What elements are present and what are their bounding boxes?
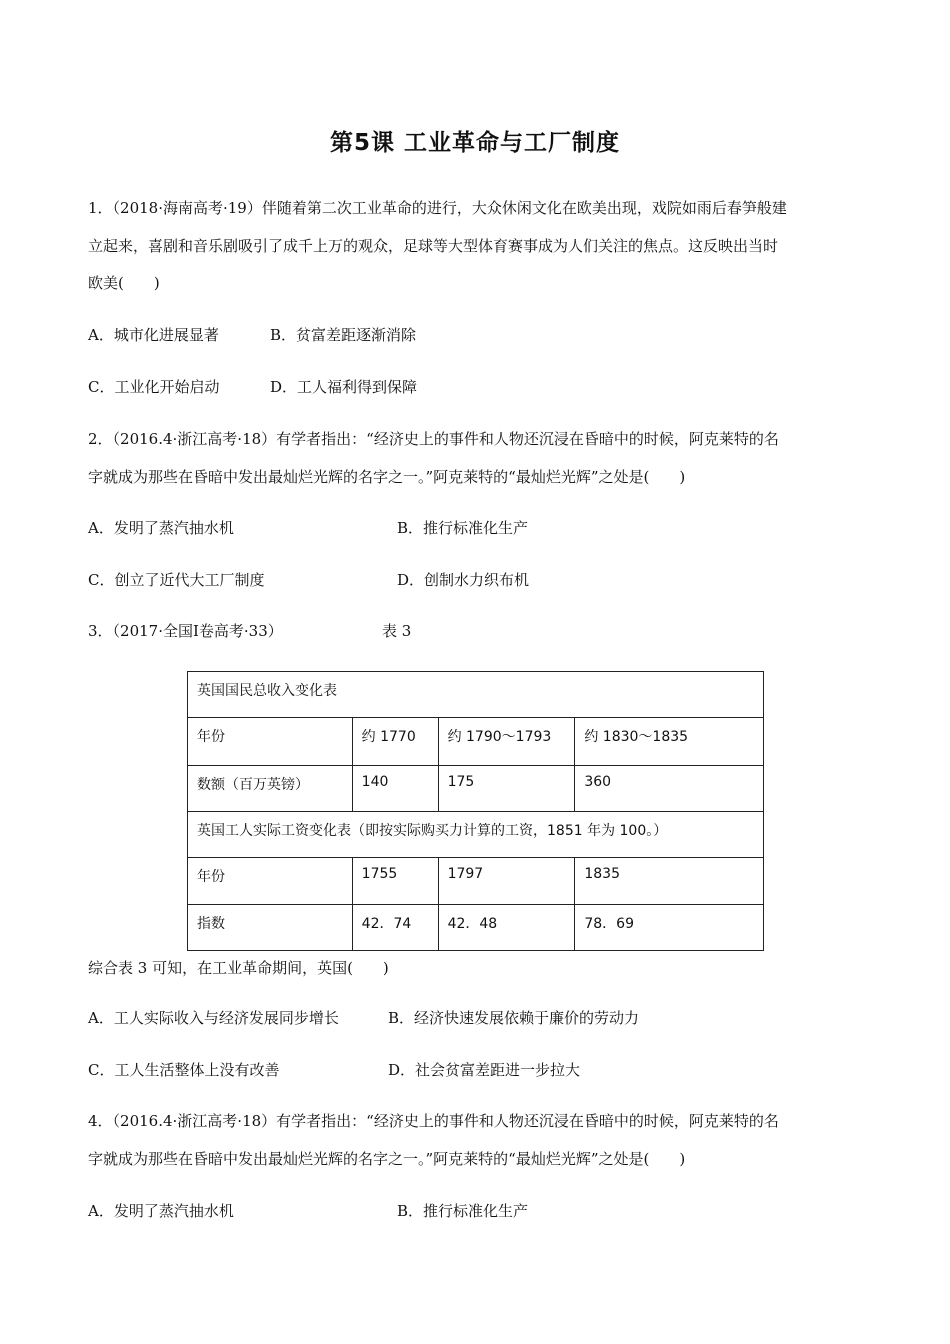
table-row [188, 905, 764, 951]
q1-option-a[interactable]: A．城市化进展显著 [88, 326, 219, 344]
wage-index-cell: 42．74 [352, 905, 438, 951]
income-amount-cell: 175 [438, 766, 575, 812]
q2-stem-line-2: 字就成为那些在昏暗中发出最灿烂光辉的名字之一。”阿克莱特的“最灿烂光辉”之处是( ) [88, 468, 686, 486]
q2-option-c[interactable]: C．创立了近代大工厂制度 [88, 571, 265, 589]
q1-options-row-1 [88, 325, 848, 345]
q1-stem-line-2: 立起来，喜剧和音乐剧吸引了成千上万的观众，足球等大型体育赛事成为人们关注的焦点。这反映出当时 [88, 237, 779, 255]
table-row [188, 718, 764, 766]
q4-options-row-1 [88, 1201, 848, 1221]
q4-stem-line-2: 字就成为那些在昏暗中发出最灿烂光辉的名字之一。”阿克莱特的“最灿烂光辉”之处是( ) [88, 1150, 686, 1168]
q2-options-row-1 [88, 518, 848, 538]
income-table-title: 英国国民总收入变化表 [188, 672, 764, 718]
q3-option-b[interactable]: B．经济快速发展依赖于廉价的劳动力 [388, 1009, 640, 1027]
income-wage-table [187, 671, 764, 951]
table-row [188, 766, 764, 812]
q4-option-a[interactable]: A．发明了蒸汽抽水机 [88, 1202, 234, 1220]
income-amount-cell: 140 [352, 766, 438, 812]
wage-index-label: 指数 [188, 905, 353, 951]
q4-option-b[interactable]: B．推行标准化生产 [397, 1202, 529, 1220]
q1-stem-line-3: 欧美( ) [88, 274, 160, 292]
table-row [188, 858, 764, 905]
q3-table-label: 表 3 [382, 622, 412, 640]
income-year-cell: 约 1830～1835 [575, 718, 764, 766]
q3-options-row-1 [88, 1008, 848, 1028]
wage-year-cell: 1835 [575, 858, 764, 905]
q2-option-b[interactable]: B．推行标准化生产 [397, 519, 529, 537]
q3-option-d[interactable]: D．社会贫富差距进一步拉大 [388, 1061, 581, 1079]
q3-option-a[interactable]: A．工人实际收入与经济发展同步增长 [88, 1009, 339, 1027]
wage-year-cell: 1755 [352, 858, 438, 905]
q3-header-row [88, 621, 848, 641]
q2-option-a[interactable]: A．发明了蒸汽抽水机 [88, 519, 234, 537]
q3-stem: 综合表 3 可知，在工业革命期间，英国( ) [88, 959, 389, 977]
income-year-label: 年份 [188, 718, 353, 766]
page-title: 第5课 工业革命与工厂制度 [329, 130, 620, 156]
wage-index-cell: 78．69 [575, 905, 764, 951]
wage-table-title: 英国工人实际工资变化表（即按实际购买力计算的工资，1851 年为 100。） [188, 812, 764, 858]
q1-options-row-2 [88, 377, 848, 397]
wage-year-cell: 1797 [438, 858, 575, 905]
income-year-cell: 约 1770 [352, 718, 438, 766]
q1-option-d[interactable]: D．工人福利得到保障 [270, 378, 418, 396]
q2-options-row-2 [88, 570, 848, 590]
q1-option-b[interactable]: B．贫富差距逐渐消除 [270, 326, 417, 344]
income-year-cell: 约 1790～1793 [438, 718, 575, 766]
q1-option-c[interactable]: C．工业化开始启动 [88, 378, 220, 396]
q2-option-d[interactable]: D．创制水力织布机 [397, 571, 530, 589]
q2-stem-line-1: 2．（2016.4·浙江高考·18）有学者指出：“经济史上的事件和人物还沉浸在昏暗中的时候，阿克莱特的名 [88, 430, 779, 448]
income-amount-label: 数额（百万英镑） [188, 766, 353, 812]
q3-options-row-2 [88, 1060, 848, 1080]
q3-header: 3．（2017·全国Ⅰ卷高考·33） [88, 622, 283, 640]
q4-stem-line-1: 4．（2016.4·浙江高考·18）有学者指出：“经济史上的事件和人物还沉浸在昏暗中的时候，阿克莱特的名 [88, 1112, 779, 1130]
wage-year-label: 年份 [188, 858, 353, 905]
wage-index-cell: 42．48 [438, 905, 575, 951]
q1-stem-line-1: 1．（2018·海南高考·19）伴随着第二次工业革命的进行，大众休闲文化在欧美出现，戏院如雨后春笋般建 [88, 199, 787, 217]
income-amount-cell: 360 [575, 766, 764, 812]
q3-option-c[interactable]: C．工人生活整体上没有改善 [88, 1061, 280, 1079]
